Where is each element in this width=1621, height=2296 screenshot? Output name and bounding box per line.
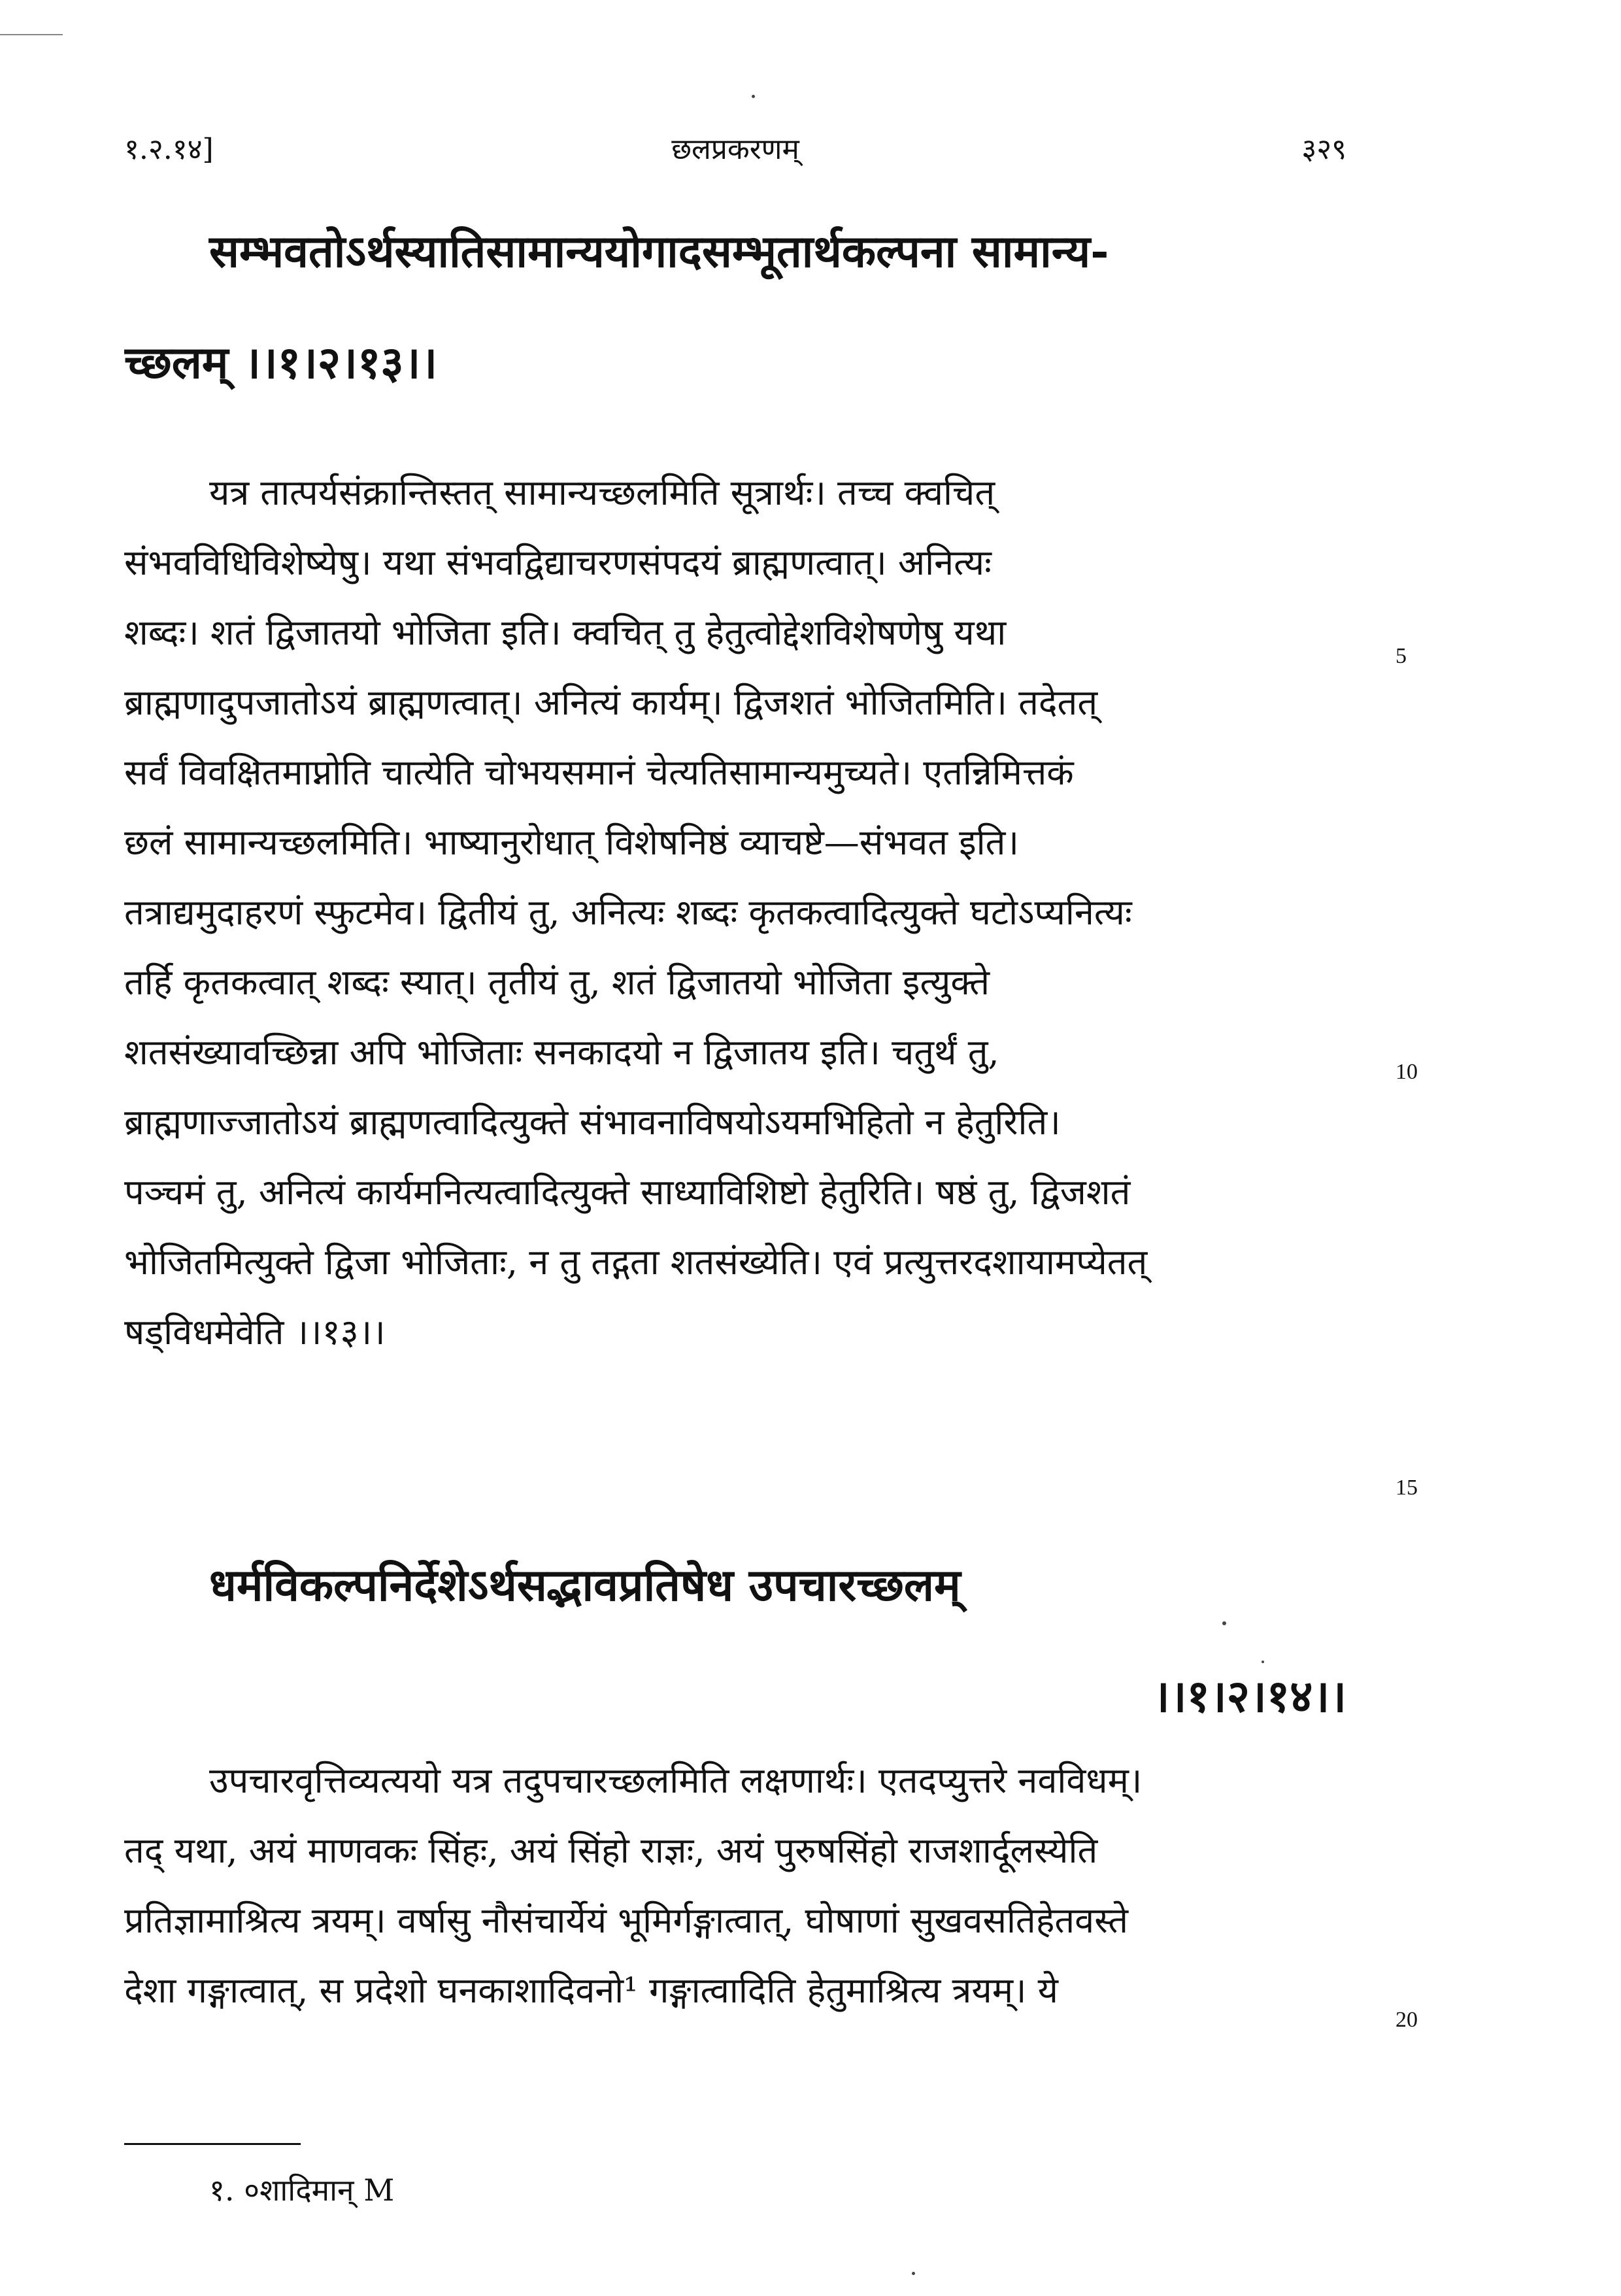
sutra-1-14 xyxy=(124,1530,1353,1752)
sutra-1-13 xyxy=(124,196,1353,418)
commentary-line: पञ्चमं तु, अनित्यं कार्यमनित्यत्वादित्युक्ते साध्याविशिष्टो हेतुरिति। षष्ठं तु, द्विजशतं xyxy=(124,1172,1131,1213)
commentary-line: प्रतिज्ञामाश्रित्य त्रयम्। वर्षासु नौसंचार्येयं भूमिर्गङ्गात्वात्, घोषाणां सुखवसतिहेतवस्ते xyxy=(124,1900,1128,1941)
scan-speck xyxy=(912,2272,915,2275)
commentary-1-13 xyxy=(124,458,1353,1367)
scan-edge-mark xyxy=(0,34,63,35)
commentary-line: तद् यथा, अयं माणवकः सिंहः, अयं सिंहो राज्ञः, अयं पुरुषसिंहो राजशार्दूलस्येति xyxy=(124,1830,1098,1871)
commentary-line: उपचारवृत्तिव्यत्ययो यत्र तदुपचारच्छलमिति लक्षणार्थः। एतदप्युत्तरे नवविधम्। xyxy=(209,1760,1143,1801)
line-number-15: 15 xyxy=(1395,1476,1418,1500)
sutra-line: सम्भवतोऽर्थस्यातिसामान्ययोगादसम्भूतार्थकल्पना सामान्य- xyxy=(209,226,1109,278)
commentary-line: तर्हि कृतकत्वात् शब्दः स्यात्। तृतीयं तु, शतं द्विजातयो भोजिता इत्युक्ते xyxy=(124,962,990,1003)
commentary-line: शतसंख्यावच्छिन्ना अपि भोजिताः सनकादयो न द्विजातय इति। चतुर्थं तु, xyxy=(124,1032,999,1073)
commentary-line: ब्राह्मणादुपजातोऽयं ब्राह्मणत्वात्। अनित्यं कार्यम्। द्विजशतं भोजितमिति। तदेतत् xyxy=(124,682,1098,723)
footnote-rule xyxy=(124,2143,301,2145)
commentary-line: शब्दः। शतं द्विजातयो भोजिता इति। क्वचित् तु हेतुत्वोद्देशविशेषणेषु यथा xyxy=(124,612,1007,653)
running-header xyxy=(124,128,1346,180)
sutra-line: च्छलम् ।।१।२।१३।। xyxy=(124,337,438,389)
commentary-line: छलं सामान्यच्छलमिति। भाष्यानुरोधात् विशेषनिष्ठं व्याचष्टे—संभवत इति। xyxy=(124,822,1019,863)
line-number-5: 5 xyxy=(1395,644,1407,668)
commentary-line: षड्विधमेवेति ।।१३।। xyxy=(124,1311,386,1353)
commentary-1-14 xyxy=(124,1746,1353,2025)
line-number-10: 10 xyxy=(1395,1060,1418,1084)
scan-speck xyxy=(1262,1661,1264,1663)
header-chapter-title: छलप्रकरणम् xyxy=(671,133,799,166)
header-page-number: ३२९ xyxy=(1301,133,1346,166)
sutra-line: धर्मविकल्पनिर्देशेऽर्थसद्भावप्रतिषेध उपचारच्छलम् xyxy=(209,1559,961,1612)
commentary-line: संभवविधिविशेष्येषु। यथा संभवद्विद्याचरणसंपदयं ब्राह्मणत्वात्। अनित्यः xyxy=(124,542,992,583)
footnote: १. ०शादिमान् M xyxy=(209,2172,395,2208)
commentary-line: ब्राह्मणाज्जातोऽयं ब्राह्मणत्वादित्युक्ते संभावनाविषयोऽयमभिहितो न हेतुरिति। xyxy=(124,1102,1061,1143)
commentary-line: सर्वं विवक्षितमाप्नोति चात्येति चोभयसमानं चेत्यतिसामान्यमुच्यते। एतन्निमित्तकं xyxy=(124,752,1074,793)
commentary-line: तत्राद्यमुदाहरणं स्फुटमेव। द्वितीयं तु, अनित्यः शब्दः कृतकत्वादित्युक्ते घटोऽप्यनित्यः xyxy=(124,892,1132,933)
line-number-20: 20 xyxy=(1395,2008,1418,2032)
commentary-line: देशा गङ्गात्वात्, स प्रदेशो घनकाशादिवनो¹ गङ्गात्वादिति हेतुमाश्रित्य त्रयम्। ये xyxy=(124,1970,1058,2011)
scan-speck xyxy=(1222,1621,1226,1625)
commentary-line: भोजितमित्युक्ते द्विजा भोजिताः, न तु तद्गता शतसंख्येति। एवं प्रत्युत्तरदशायामप्येतत् xyxy=(124,1241,1148,1283)
commentary-line: यत्र तात्पर्यसंक्रान्तिस्तत् सामान्यच्छलमिति सूत्रार्थः। तच्च क्वचित् xyxy=(209,472,995,513)
sutra-number: ।।१।२।१४।। xyxy=(1152,1670,1346,1723)
scan-speck xyxy=(752,95,755,98)
header-section-ref: १.२.१४] xyxy=(124,133,214,166)
